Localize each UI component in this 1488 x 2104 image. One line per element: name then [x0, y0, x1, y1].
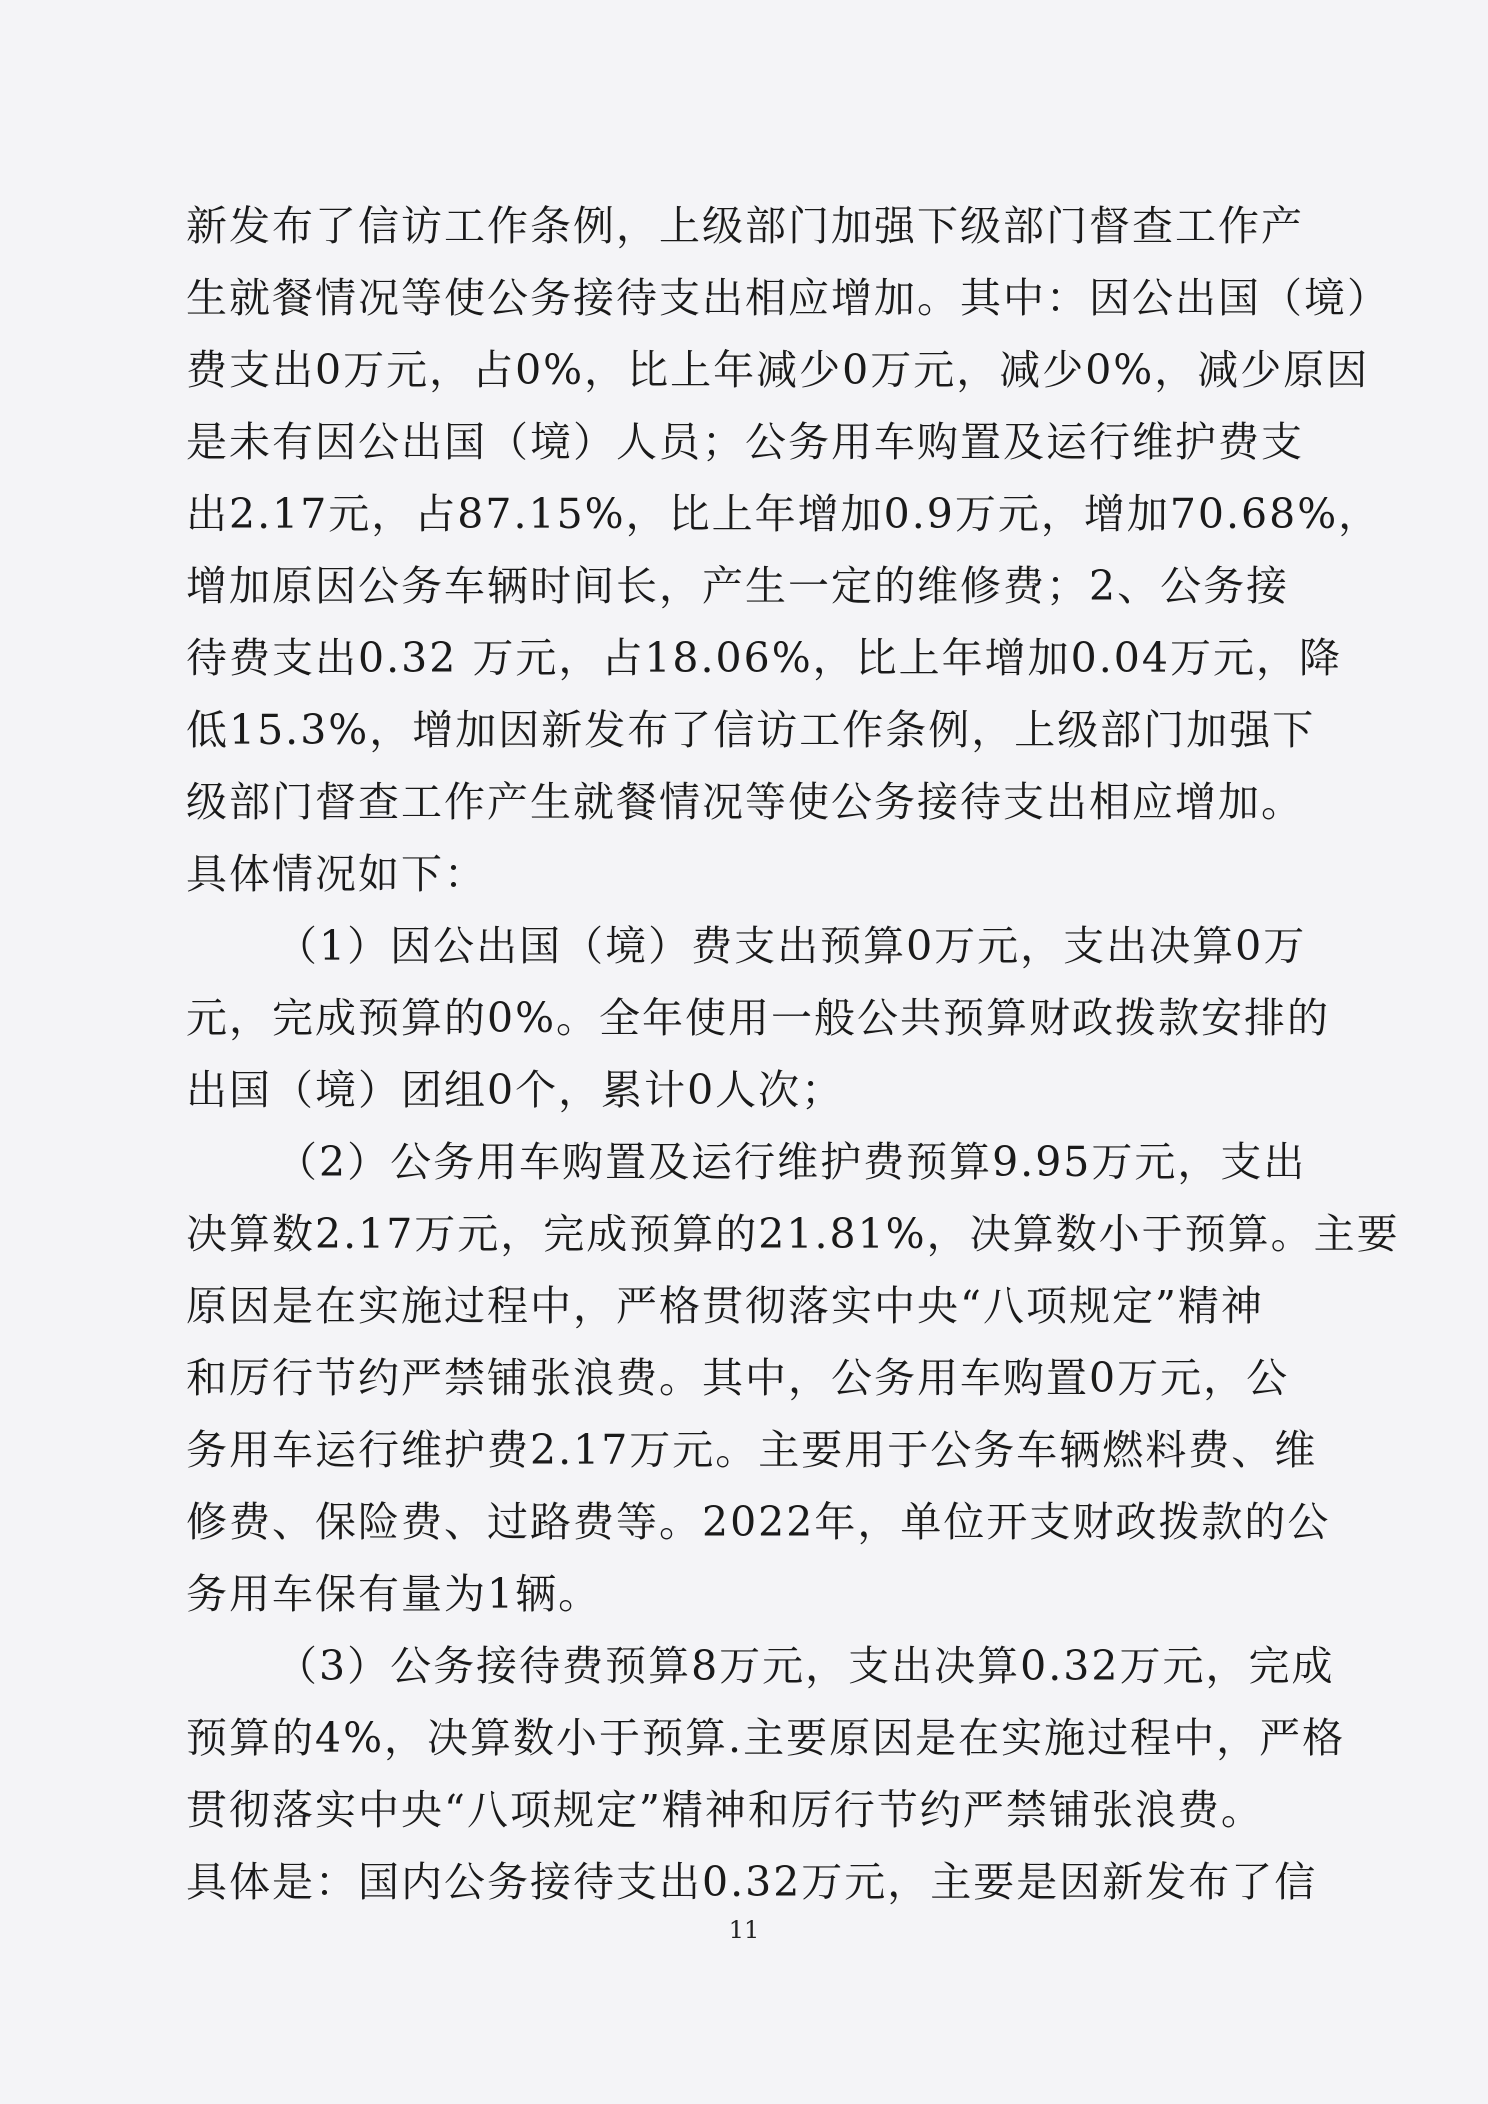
text-line: 原因是在实施过程中，严格贯彻落实中央“八项规定”精神	[186, 1282, 1264, 1330]
text-line: （3）公务接待费预算8万元，支出决算0.32万元，完成	[276, 1642, 1335, 1690]
text-line: 低15.3%，增加因新发布了信访工作条例，上级部门加强下	[186, 706, 1316, 754]
text-line: 修费、保险费、过路费等。2022年，单位开支财政拨款的公	[186, 1498, 1331, 1546]
text-line: 元，完成预算的0%。全年使用一般公共预算财政拨款安排的	[186, 994, 1331, 1042]
text-line: 务用车保有量为1辆。	[186, 1570, 602, 1618]
text-line: 费支出0万元，占0%，比上年减少0万元，减少0%，减少原因	[186, 346, 1370, 394]
text-line: 务用车运行维护费2.17万元。主要用于公务车辆燃料费、维	[186, 1426, 1318, 1474]
text-line: 出国（境）团组0个，累计0人次；	[186, 1066, 845, 1114]
text-line: （2）公务用车购置及运行维护费预算9.95万元，支出	[276, 1138, 1307, 1186]
text-line: 是未有因公出国（境）人员；公务用车购置及运行维护费支	[186, 418, 1304, 466]
text-line: 和厉行节约严禁铺张浪费。其中，公务用车购置0万元，公	[186, 1354, 1290, 1402]
text-line: 具体是：国内公务接待支出0.32万元，主要是因新发布了信	[186, 1858, 1318, 1906]
text-line: 待费支出0.32 万元，占18.06%，比上年增加0.04万元，降	[186, 634, 1342, 682]
text-line: 具体情况如下：	[186, 850, 487, 898]
text-line: 预算的4%，决算数小于预算.主要原因是在实施过程中，严格	[186, 1714, 1346, 1762]
text-line: （1）因公出国（境）费支出预算0万元，支出决算0万	[276, 922, 1307, 970]
text-line: 级部门督查工作产生就餐情况等使公务接待支出相应增加。	[186, 778, 1304, 826]
text-line: 新发布了信访工作条例，上级部门加强下级部门督查工作产	[186, 202, 1304, 250]
text-line: 生就餐情况等使公务接待支出相应增加。其中：因公出国（境）	[186, 274, 1390, 322]
page-number: 11	[728, 1916, 760, 1944]
text-line: 出2.17元，占87.15%，比上年增加0.9万元，增加70.68%，	[186, 490, 1382, 538]
text-line: 决算数2.17万元，完成预算的21.81%，决算数小于预算。主要	[186, 1210, 1400, 1258]
document-body	[186, 190, 1400, 1918]
text-line: 贯彻落实中央“八项规定”精神和厉行节约严禁铺张浪费。	[186, 1786, 1264, 1834]
text-line: 增加原因公务车辆时间长，产生一定的维修费；2、公务接	[186, 562, 1290, 610]
